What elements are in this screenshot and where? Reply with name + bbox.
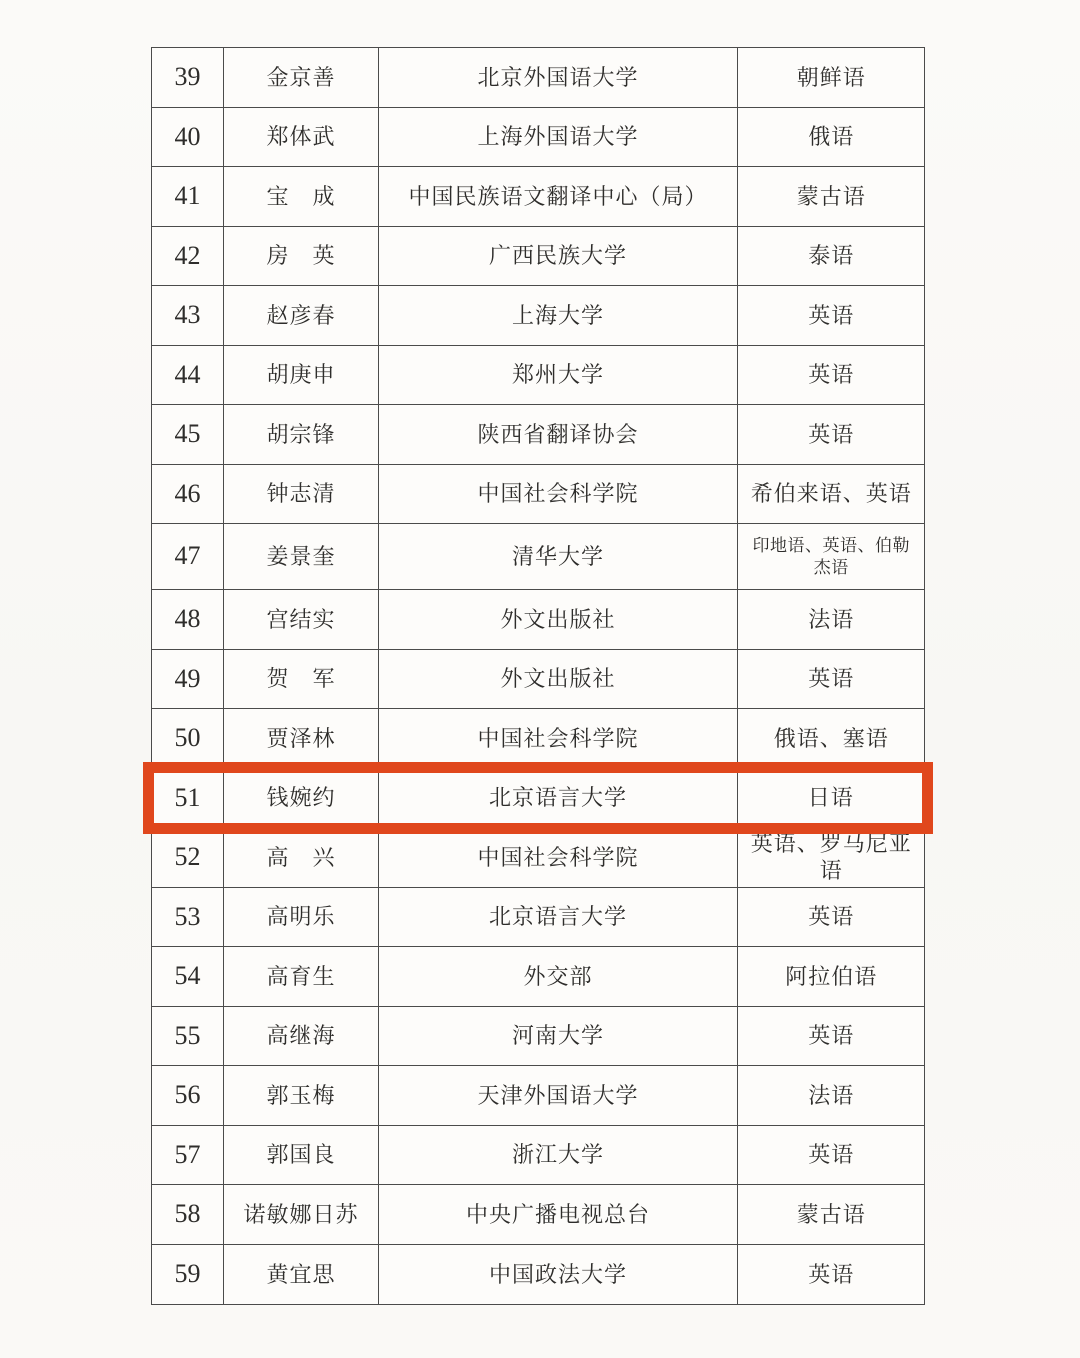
cell-institution: 中央广播电视总台	[379, 1185, 738, 1244]
cell-institution: 上海大学	[379, 286, 738, 345]
cell-number: 41	[152, 167, 224, 226]
cell-name: 高 兴	[224, 828, 379, 887]
table-row	[152, 465, 924, 525]
cell-name: 高明乐	[224, 888, 379, 947]
table-row	[152, 48, 924, 108]
cell-languages: 英语	[808, 904, 855, 929]
table-row	[152, 1245, 924, 1305]
cell-number: 42	[152, 227, 224, 286]
cell-number: 57	[152, 1126, 224, 1185]
cell-number: 50	[152, 709, 224, 768]
cell-name: 钱婉约	[224, 769, 379, 828]
cell-name: 房 英	[224, 227, 379, 286]
cell-number: 58	[152, 1185, 224, 1244]
cell-languages: 希伯来语、英语	[750, 481, 912, 506]
cell-institution: 外交部	[379, 947, 738, 1006]
cell-languages: 日语	[738, 769, 925, 828]
cell-name: 郑体武	[224, 108, 379, 167]
cell-institution: 清华大学	[379, 524, 738, 589]
cell-name: 钟志清	[224, 465, 379, 524]
cell-name: 黄宜思	[224, 1245, 379, 1305]
cell-institution: 河南大学	[379, 1007, 738, 1066]
cell-number: 48	[152, 590, 224, 649]
cell-languages: 蒙古语	[796, 183, 866, 209]
cell-name: 宝 成	[224, 167, 379, 226]
table-row	[152, 286, 924, 346]
cell-languages: 阿拉伯语	[785, 963, 878, 989]
cell-name: 姜景奎	[224, 524, 379, 589]
cell-institution: 天津外国语大学	[379, 1066, 738, 1125]
cell-name: 高育生	[224, 947, 379, 1006]
cell-number: 52	[152, 828, 224, 887]
cell-name: 诺敏娜日苏	[224, 1185, 379, 1244]
table-row	[152, 405, 924, 465]
cell-institution: 上海外国语大学	[379, 108, 738, 167]
cell-name: 郭国良	[224, 1126, 379, 1185]
cell-languages: 英语	[808, 302, 855, 328]
cell-name: 胡庚申	[224, 346, 379, 405]
table-row	[152, 1007, 924, 1067]
table-row	[152, 108, 924, 168]
table-row	[152, 769, 924, 829]
cell-languages: 英语	[808, 666, 855, 691]
cell-institution: 北京语言大学	[379, 769, 738, 828]
cell-institution: 中国社会科学院	[379, 828, 738, 887]
table-row	[152, 888, 924, 948]
cell-number: 46	[152, 465, 224, 524]
cell-name: 金京善	[224, 48, 379, 107]
cell-languages: 英语	[808, 362, 855, 387]
cell-name: 贺 军	[224, 650, 379, 709]
cell-institution: 北京外国语大学	[379, 48, 738, 107]
table-row	[152, 590, 924, 650]
cell-institution: 陕西省翻译协会	[379, 405, 738, 464]
table-row	[152, 167, 924, 227]
cell-languages: 蒙古语	[796, 1201, 866, 1227]
cell-institution: 中国民族语文翻译中心（局）	[379, 167, 738, 226]
cell-number: 54	[152, 947, 224, 1006]
table-row	[152, 828, 924, 888]
cell-institution: 北京语言大学	[379, 888, 738, 947]
cell-number: 56	[152, 1066, 224, 1125]
cell-name: 郭玉梅	[224, 1066, 379, 1125]
cell-institution: 广西民族大学	[379, 227, 738, 286]
cell-institution: 外文出版社	[379, 590, 738, 649]
cell-number: 44	[152, 346, 224, 405]
table-row	[152, 227, 924, 287]
translator-table	[151, 47, 925, 1305]
cell-institution: 郑州大学	[379, 346, 738, 405]
cell-name: 胡宗锋	[224, 405, 379, 464]
cell-languages: 英语	[808, 1142, 855, 1167]
cell-number: 43	[152, 286, 224, 345]
cell-languages: 法语	[808, 1082, 855, 1108]
cell-languages: 泰语	[808, 243, 855, 268]
cell-number: 51	[152, 769, 224, 828]
cell-name: 赵彦春	[224, 286, 379, 345]
cell-name: 贾泽林	[224, 709, 379, 768]
table-row	[152, 1185, 924, 1245]
cell-institution: 中国政法大学	[379, 1245, 738, 1305]
table-row	[152, 1126, 924, 1186]
table-row	[152, 1066, 924, 1126]
cell-languages: 英语、罗马尼亚语	[750, 830, 912, 884]
table-row	[152, 709, 924, 769]
cell-institution: 中国社会科学院	[379, 465, 738, 524]
cell-number: 40	[152, 108, 224, 167]
cell-languages: 俄语、塞语	[773, 725, 889, 751]
table-row	[152, 346, 924, 406]
table-row	[152, 524, 924, 590]
cell-number: 45	[152, 405, 224, 464]
cell-name: 高继海	[224, 1007, 379, 1066]
cell-institution: 外文出版社	[379, 650, 738, 709]
cell-number: 39	[152, 48, 224, 107]
cell-institution: 浙江大学	[379, 1126, 738, 1185]
cell-institution: 中国社会科学院	[379, 709, 738, 768]
table-row	[152, 650, 924, 710]
cell-number: 49	[152, 650, 224, 709]
cell-languages: 俄语	[808, 124, 855, 149]
cell-number: 55	[152, 1007, 224, 1066]
cell-number: 53	[152, 888, 224, 947]
cell-number: 47	[152, 524, 224, 589]
cell-name: 宫结实	[224, 590, 379, 649]
table-row	[152, 947, 924, 1007]
cell-languages: 英语	[808, 1023, 855, 1048]
cell-languages: 印地语、英语、伯勒杰语	[752, 536, 910, 577]
cell-number: 59	[152, 1245, 224, 1305]
cell-languages: 法语	[808, 606, 855, 632]
cell-languages: 英语	[808, 421, 855, 447]
cell-languages: 英语	[808, 1261, 855, 1287]
cell-languages: 朝鲜语	[796, 64, 866, 90]
